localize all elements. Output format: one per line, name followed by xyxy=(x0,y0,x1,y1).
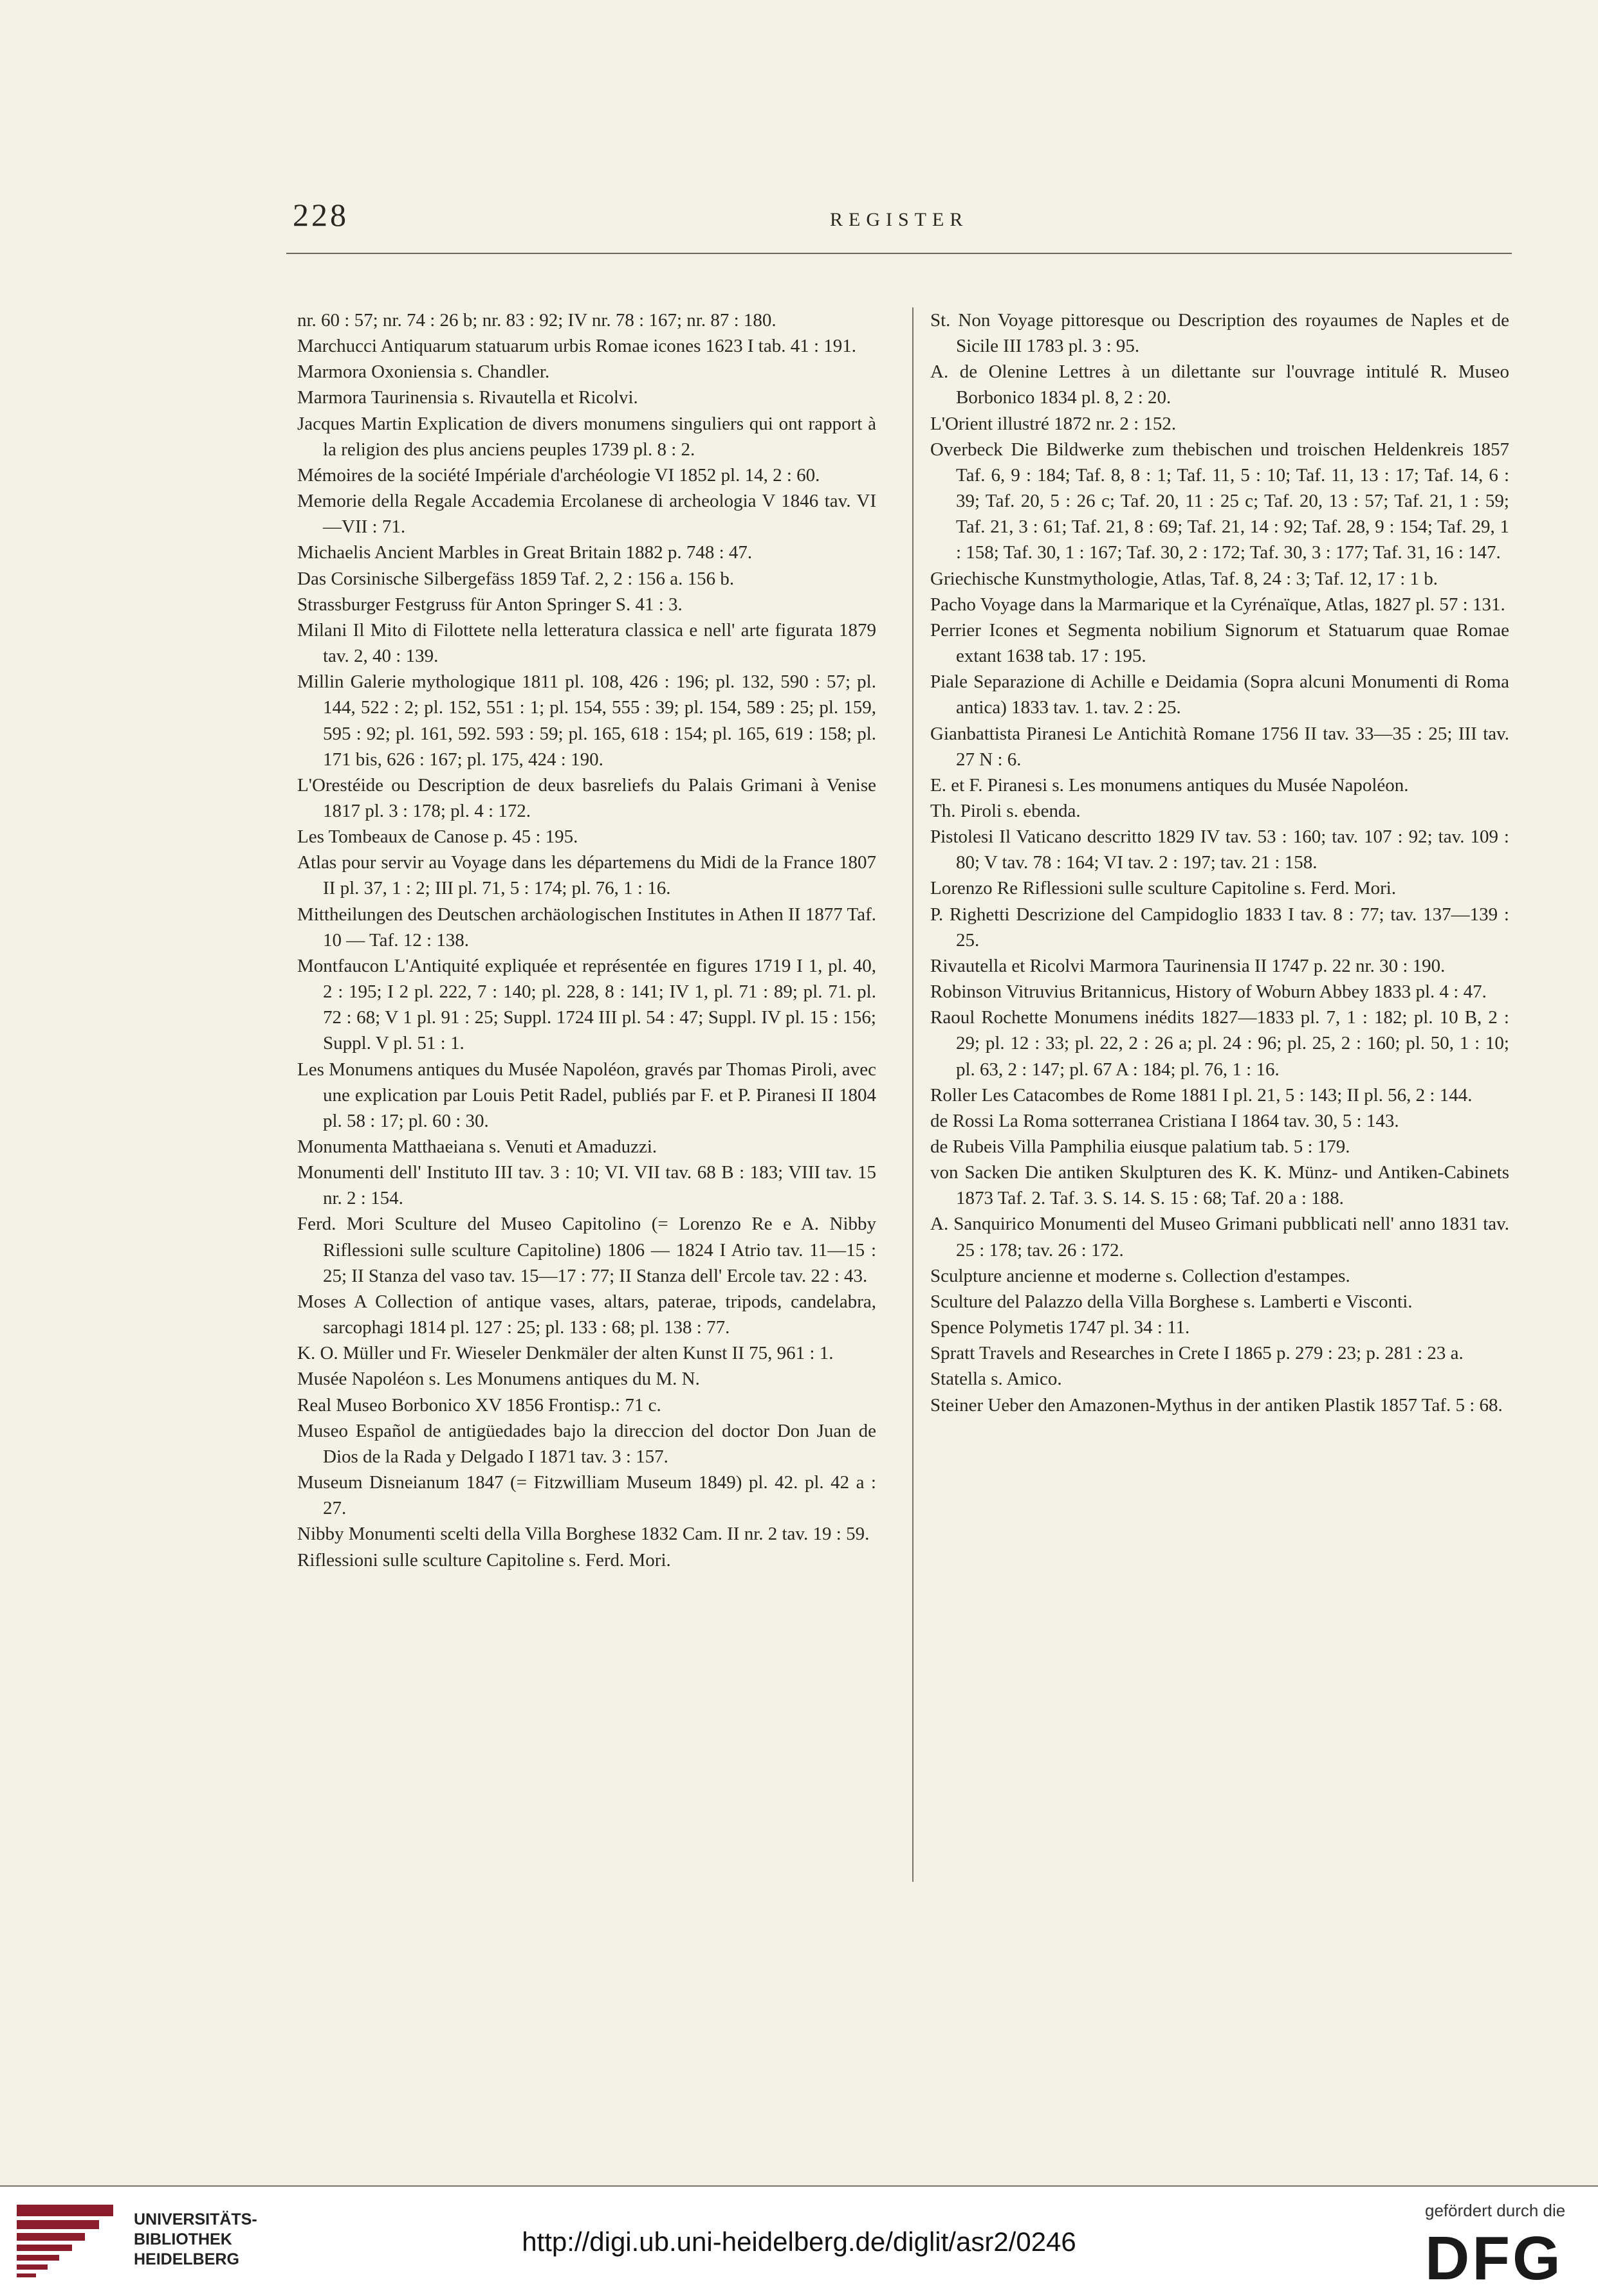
library-name-line2: BIBLIOTHEK xyxy=(134,2230,232,2248)
register-entry: Pistolesi Il Vaticano descritto 1829 IV tav. 53 : 160; tav. 107 : 92; tav. 109 : 80; V tav. 78 : 164; VI tav. 2 : 197; tav. 21 : 158. xyxy=(930,826,1509,873)
register-entry: K. O. Müller und Fr. Wieseler Denkmäler der alten Kunst II 75, 961 : 1. xyxy=(297,1343,834,1364)
register-entry: Das Corsinische Silbergefäss 1859 Taf. 2, 2 : 156 a. 156 b. xyxy=(297,568,735,589)
register-entry: nr. 60 : 57; nr. 74 : 26 b; nr. 83 : 92; IV nr. 78 : 167; nr. 87 : 180. xyxy=(297,310,776,331)
register-entry: E. et F. Piranesi s. Les monumens antiques du Musée Napoléon. xyxy=(930,774,1409,796)
register-entry: A. Sanquirico Monumenti del Museo Grimani pubblicati nell' anno 1831 tav. 25 : 178; tav. 26 : 172. xyxy=(930,1214,1509,1261)
register-entry: Strassburger Festgruss für Anton Springer S. 41 : 3. xyxy=(297,594,683,615)
register-entry: Perrier Icones et Segmenta nobilium Signorum et Statuarum quae Romae extant 1638 tab. 17 : 195. xyxy=(930,619,1509,667)
register-entry: Roller Les Catacombes de Rome 1881 I pl. 21, 5 : 143; II pl. 56, 2 : 144. xyxy=(930,1084,1473,1106)
register-entry: Jacques Martin Explication de divers monumens singuliers qui ont rapport à la religion des plus anciens peuples 1739 pl. 8 : 2. xyxy=(297,413,876,460)
register-entry: Piale Separazione di Achille e Deidamia (Sopra alcuni Monumenti di Roma antica) 1833 tav. 1. tav. 2 : 25. xyxy=(930,671,1509,718)
column-divider xyxy=(912,307,914,1882)
register-entry: de Rossi La Roma sotterranea Cristiana I 1864 tav. 30, 5 : 143. xyxy=(930,1110,1399,1131)
register-entry: de Rubeis Villa Pamphilia eiusque palatium tab. 5 : 179. xyxy=(930,1136,1350,1157)
register-entry: Marmora Taurinensia s. Rivautella et Ricolvi. xyxy=(297,387,638,408)
left-column xyxy=(297,307,876,1573)
register-entry: Millin Galerie mythologique 1811 pl. 108, 426 : 196; pl. 132, 590 : 57; pl. 144, 522 : 2; pl. 152, 551 : 1; pl. 154, 555 : 39; pl. 154, 589 : 25; pl. 159, 595 : 92; pl. 161, 592. 593 : 59; pl. 165, 618 : 154; pl. 165, 619 : 158; pl. 171 bis, 626 : 167; pl. 175, 424 : 190. xyxy=(297,671,876,770)
register-entry: Michaelis Ancient Marbles in Great Britain 1882 p. 748 : 47. xyxy=(297,542,753,563)
register-entry: Monumenta Matthaeiana s. Venuti et Amaduzzi. xyxy=(297,1136,657,1157)
register-entry: Lorenzo Re Riflessioni sulle sculture Capitoline s. Ferd. Mori. xyxy=(930,878,1397,899)
register-entry: Monumenti dell' Instituto III tav. 3 : 10; VI. VII tav. 68 B : 183; VIII tav. 15 nr. 2 : 154. xyxy=(297,1162,876,1209)
register-entry: Milani Il Mito di Filottete nella letteratura classica e nell' arte figurata 1879 tav. 2, 40 : 139. xyxy=(297,619,876,667)
register-entry: Real Museo Borbonico XV 1856 Frontisp.: 71 c. xyxy=(297,1394,661,1416)
register-entry: Marchucci Antiquarum statuarum urbis Romae icones 1623 I tab. 41 : 191. xyxy=(297,336,857,357)
register-entry: Riflessioni sulle sculture Capitoline s. Ferd. Mori. xyxy=(297,1549,671,1571)
register-entry: Museum Disneianum 1847 (= Fitzwilliam Museum 1849) pl. 42. pl. 42 a : 27. xyxy=(297,1472,876,1519)
footer-bar xyxy=(0,2187,1598,2296)
register-entry: P. Righetti Descrizione del Campidoglio 1833 I tav. 8 : 77; tav. 137—139 : 25. xyxy=(930,904,1509,951)
register-entry: Museo Español de antigüedades bajo la direccion del doctor Don Juan de Dios de la Rada y Delgado I 1871 tav. 3 : 157. xyxy=(297,1420,876,1467)
register-entry: Robinson Vitruvius Britannicus, History of Woburn Abbey 1833 pl. 4 : 47. xyxy=(930,981,1487,1003)
register-entry: Griechische Kunstmythologie, Atlas, Taf. 8, 24 : 3; Taf. 12, 17 : 1 b. xyxy=(930,568,1438,589)
register-entry: Atlas pour servir au Voyage dans les départemens du Midi de la France 1807 II pl. 37, 1 : 2; III pl. 71, 5 : 174; pl. 76, 1 : 16. xyxy=(297,852,876,899)
register-entry: St. Non Voyage pittoresque ou Description des royaumes de Naples et de Sicile III 1783 pl. 3 : 95. xyxy=(930,310,1509,357)
register-entry: Marmora Oxoniensia s. Chandler. xyxy=(297,361,550,383)
register-entry: Gianbattista Piranesi Le Antichità Romane 1756 II tav. 33—35 : 25; III tav. 27 N : 6. xyxy=(930,723,1509,770)
register-entry: Statella s. Amico. xyxy=(930,1369,1062,1390)
register-entry: Les Monumens antiques du Musée Napoléon, gravés par Thomas Piroli, avec une explication par Louis Petit Radel, publiés par F. et P. Piranesi II 1804 pl. 58 : 17; pl. 60 : 30. xyxy=(297,1059,876,1131)
register-entry: Th. Piroli s. ebenda. xyxy=(930,800,1081,821)
register-entry: Memorie della Regale Accademia Ercolanese di archeologia V 1846 tav. VI—VII : 71. xyxy=(297,491,876,538)
register-entry: Les Tombeaux de Canose p. 45 : 195. xyxy=(297,826,578,848)
source-url[interactable]: http://digi.ub.uni-heidelberg.de/diglit/asr2/0246 xyxy=(522,2227,1076,2257)
register-entry: Mittheilungen des Deutschen archäologischen Institutes in Athen II 1877 Taf. 10 — Taf. 12 : 138. xyxy=(297,904,876,951)
register-entry: Steiner Ueber den Amazonen-Mythus in der antiken Plastik 1857 Taf. 5 : 68. xyxy=(930,1394,1503,1416)
register-entry: Rivautella et Ricolvi Marmora Taurinensia II 1747 p. 22 nr. 30 : 190. xyxy=(930,955,1446,976)
page-number: 228 xyxy=(293,197,349,233)
svg-text:DFG: DFG xyxy=(1425,2225,1563,2286)
register-entry: Pacho Voyage dans la Marmarique et la Cyrénaïque, Atlas, 1827 pl. 57 : 131. xyxy=(930,594,1505,615)
register-entry: Mémoires de la société Impériale d'archéologie VI 1852 pl. 14, 2 : 60. xyxy=(297,464,820,486)
library-name-line3: HEIDELBERG xyxy=(134,2250,239,2268)
register-entry: Musée Napoléon s. Les Monumens antiques du M. N. xyxy=(297,1369,700,1390)
funding-text: gefördert durch die xyxy=(1425,2201,1566,2220)
register-entry: Sculpture ancienne et moderne s. Collection d'estampes. xyxy=(930,1265,1350,1286)
register-entry: Montfaucon L'Antiquité expliquée et représentée en figures 1719 I 1, pl. 40, 2 : 195; I 2 pl. 222, 7 : 140; pl. 228, 8 : 141; IV 1, pl. 71 : 89; pl. 71. pl. 72 : 68; V 1 pl. 91 : 25; Suppl. 1724 III pl. 54 : 47; Suppl. IV pl. 15 : 156; Suppl. V pl. 51 : 1. xyxy=(297,955,876,1054)
register-entry: Nibby Monumenti scelti della Villa Borghese 1832 Cam. II nr. 2 tav. 19 : 59. xyxy=(297,1524,870,1545)
register-entry: Moses A Collection of antique vases, altars, paterae, tripods, candelabra, sarcophagi 1814 pl. 127 : 25; pl. 133 : 68; pl. 138 : 77. xyxy=(297,1291,876,1338)
register-entry: von Sacken Die antiken Skulpturen des K. K. Münz- und Antiken-Cabinets 1873 Taf. 2. Taf. 3. S. 14. S. 15 : 68; Taf. 20 a : 188. xyxy=(930,1162,1509,1209)
header-rule xyxy=(286,253,1512,254)
register-entry: Raoul Rochette Monumens inédits 1827—1833 pl. 7, 1 : 182; pl. 10 B, 2 : 29; pl. 12 : 33; pl. 22, 2 : 26 a; pl. 24 : 96; pl. 25, 2 : 160; pl. 50, 1 : 10; pl. 63, 2 : 147; pl. 67 A : 184; pl. 76, 1 : 16. xyxy=(930,1007,1509,1080)
register-entry: Spratt Travels and Researches in Crete I 1865 p. 279 : 23; p. 281 : 23 a. xyxy=(930,1343,1464,1364)
register-entry: Ferd. Mori Sculture del Museo Capitolino (= Lorenzo Re e A. Nibby Riflessioni sulle sculture Capitoline) 1806 — 1824 I Atrio tav. 11—15 : 25; II Stanza del vaso tav. 15—17 : 77; II Stanza dell' Ercole tav. 22 : 43. xyxy=(297,1214,876,1286)
right-column xyxy=(930,307,1509,1418)
register-entry: L'Orient illustré 1872 nr. 2 : 152. xyxy=(930,413,1177,434)
register-entry: Overbeck Die Bildwerke zum thebischen und troischen Heldenkreis 1857 Taf. 6, 9 : 184; Taf. 8, 8 : 1; Taf. 11, 5 : 10; Taf. 11, 13 : 17; Taf. 14, 6 : 39; Taf. 20, 5 : 26 c; Taf. 20, 11 : 25 c; Taf. 20, 13 : 57; Taf. 21, 1 : 59; Taf. 21, 3 : 61; Taf. 21, 8 : 69; Taf. 21, 14 : 92; Taf. 28, 9 : 154; Taf. 29, 1 : 158; Taf. 30, 1 : 167; Taf. 30, 2 : 172; Taf. 30, 3 : 177; Taf. 31, 16 : 147. xyxy=(930,439,1509,563)
register-entry: A. de Olenine Lettres à un dilettante sur l'ouvrage intitulé R. Museo Borbonico 1834 pl. 8, 2 : 20. xyxy=(930,361,1509,408)
dfg-logo-icon xyxy=(1425,2225,1579,2286)
running-head: REGISTER xyxy=(830,209,969,230)
register-entry: Sculture del Palazzo della Villa Borghese s. Lamberti e Visconti. xyxy=(930,1291,1413,1312)
register-entry: Spence Polymetis 1747 pl. 34 : 11. xyxy=(930,1317,1190,1338)
library-name-line1: UNIVERSITÄTS- xyxy=(134,2210,257,2228)
register-entry: L'Orestéide ou Description de deux basreliefs du Palais Grimani à Venise 1817 pl. 3 : 178; pl. 4 : 172. xyxy=(297,774,876,821)
